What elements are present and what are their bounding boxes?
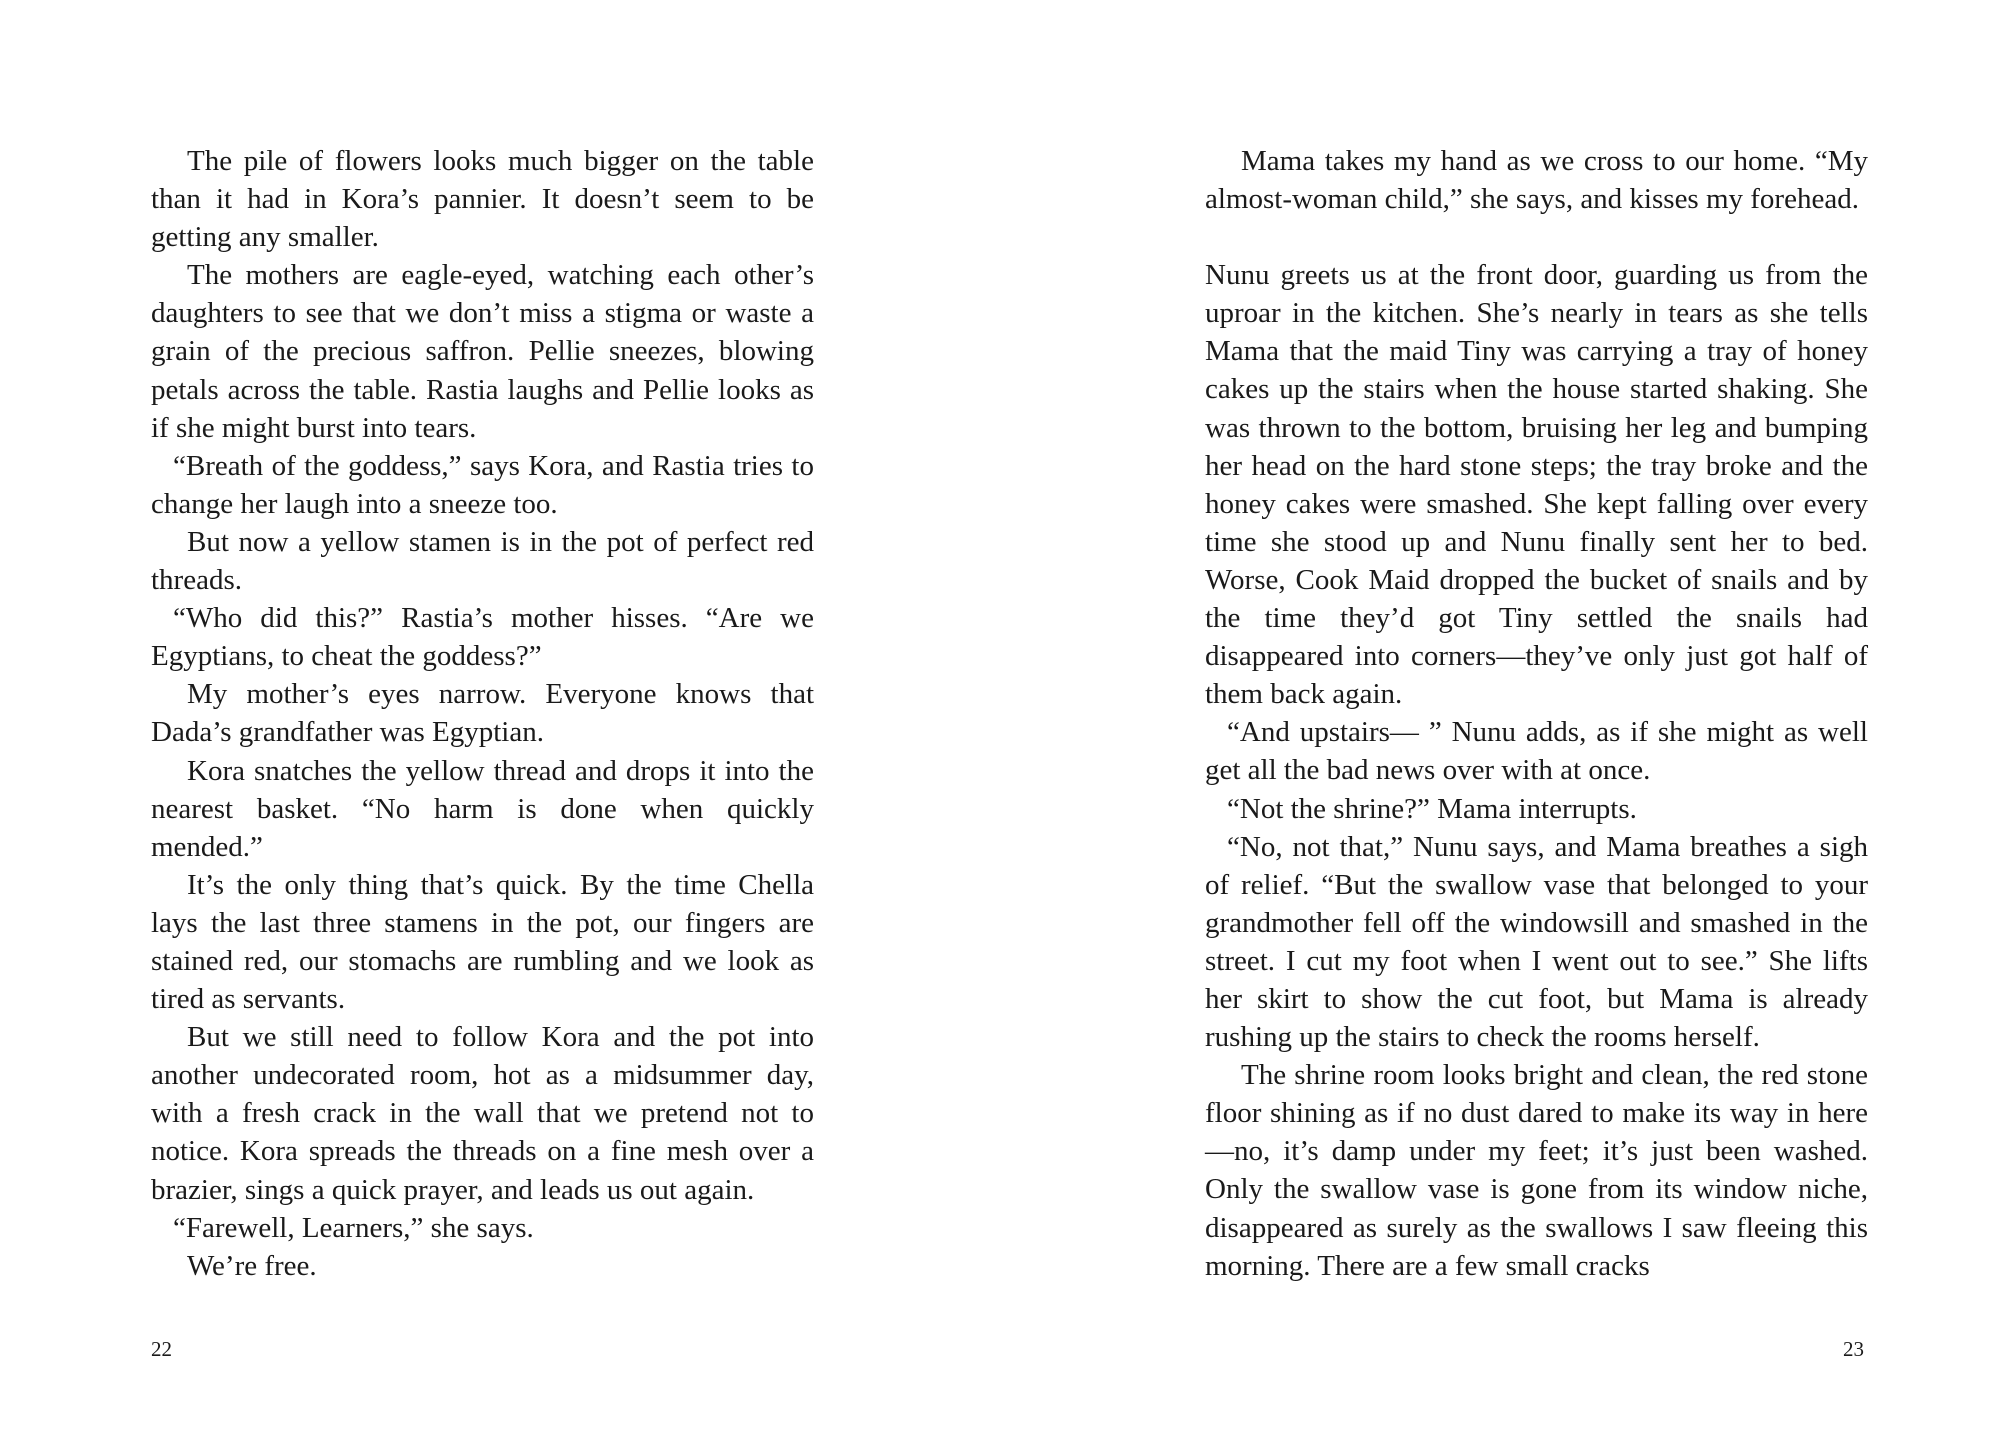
paragraph: “Breath of the goddess,” says Kora, and Rastia tries to change her laugh into a sneeze too. [151, 449, 814, 520]
section-break [1205, 218, 1868, 256]
right-page [1000, 0, 2000, 1455]
paragraph: Nunu greets us at the front door, guarding us from the uproar in the kitchen. She’s nearly in tears as she tells Mama that the maid Tiny was carrying a tray of honey cakes up the stairs when the house started shaking. She was thrown to the bottom, bruising her leg and bumping her head on the hard stone steps; the tray broke and the honey cakes were smashed. She kept falling over every time she stood up and Nunu finally sent her to bed. Worse, Cook Maid dropped the bucket of snails and by the time they’d got Tiny settled the snails had disappeared into corners—they’ve only just got half of them back again. [1205, 259, 1868, 711]
paragraph: The mothers are eagle-eyed, watching each other’s daughters to see that we don’t miss a stigma or waste a grain of the precious saffron. Pellie sneezes, blowing petals across the table. Rastia laughs and Pellie looks as if she might burst into tears. [151, 259, 814, 444]
paragraph: “Who did this?” Rastia’s mother hisses. “Are we Egyptians, to cheat the goddess?” [151, 602, 814, 673]
paragraph: But we still need to follow Kora and the pot into another undecorated room, hot as a midsummer day, with a fresh crack in the wall that we pretend not to notice. Kora spreads the threads on a fine mesh over a brazier, sings a quick prayer, and leads us out again. [151, 1021, 814, 1206]
paragraph: But now a yellow stamen is in the pot of perfect red threads. [151, 525, 814, 597]
page-number: 22 [151, 1337, 172, 1361]
right-page-text [1205, 142, 1868, 1285]
paragraph: “No, not that,” Nunu says, and Mama breathes a sigh of relief. “But the swallow vase that belonged to your grandmother fell off the windowsill and smashed in the street. I cut my foot when I went out to see.” She lifts her skirt to show the cut foot, but Mama is already rushing up the stairs to check the rooms herself. [1205, 830, 1868, 1054]
paragraph: Kora snatches the yellow thread and drops it into the nearest basket. “No harm is done when quickly mended.” [151, 754, 814, 863]
paragraph: “And upstairs— ” Nunu adds, as if she might as well get all the bad news over with at once. [1205, 716, 1868, 787]
paragraph: Mama takes my hand as we cross to our home. “My almost-woman child,” she says, and kisses my forehead. [1205, 145, 1868, 216]
paragraph: The pile of flowers looks much bigger on the table than it had in Kora’s pannier. It doesn’t seem to be getting any smaller. [151, 145, 814, 254]
paragraph: My mother’s eyes narrow. Everyone knows that Dada’s grandfather was Egyptian. [151, 678, 814, 749]
left-page-text [151, 142, 814, 1285]
page-number: 23 [1843, 1337, 1864, 1361]
paragraph: The shrine room looks bright and clean, the red stone floor shining as if no dust dared to make its way in here—no, it’s damp under my feet; it’s just been washed. Only the swallow vase is gone from its window niche, disappeared as surely as the swallows I saw fleeing this morning. There are a few small cracks [1205, 1059, 1868, 1282]
paragraph: It’s the only thing that’s quick. By the time Chella lays the last three stamens in the pot, our fingers are stained red, our stomachs are rumbling and we look as tired as servants. [151, 868, 814, 1016]
paragraph: We’re free. [187, 1249, 317, 1282]
paragraph: “Farewell, Learners,” she says. [173, 1211, 534, 1244]
paragraph: “Not the shrine?” Mama interrupts. [1227, 792, 1637, 825]
